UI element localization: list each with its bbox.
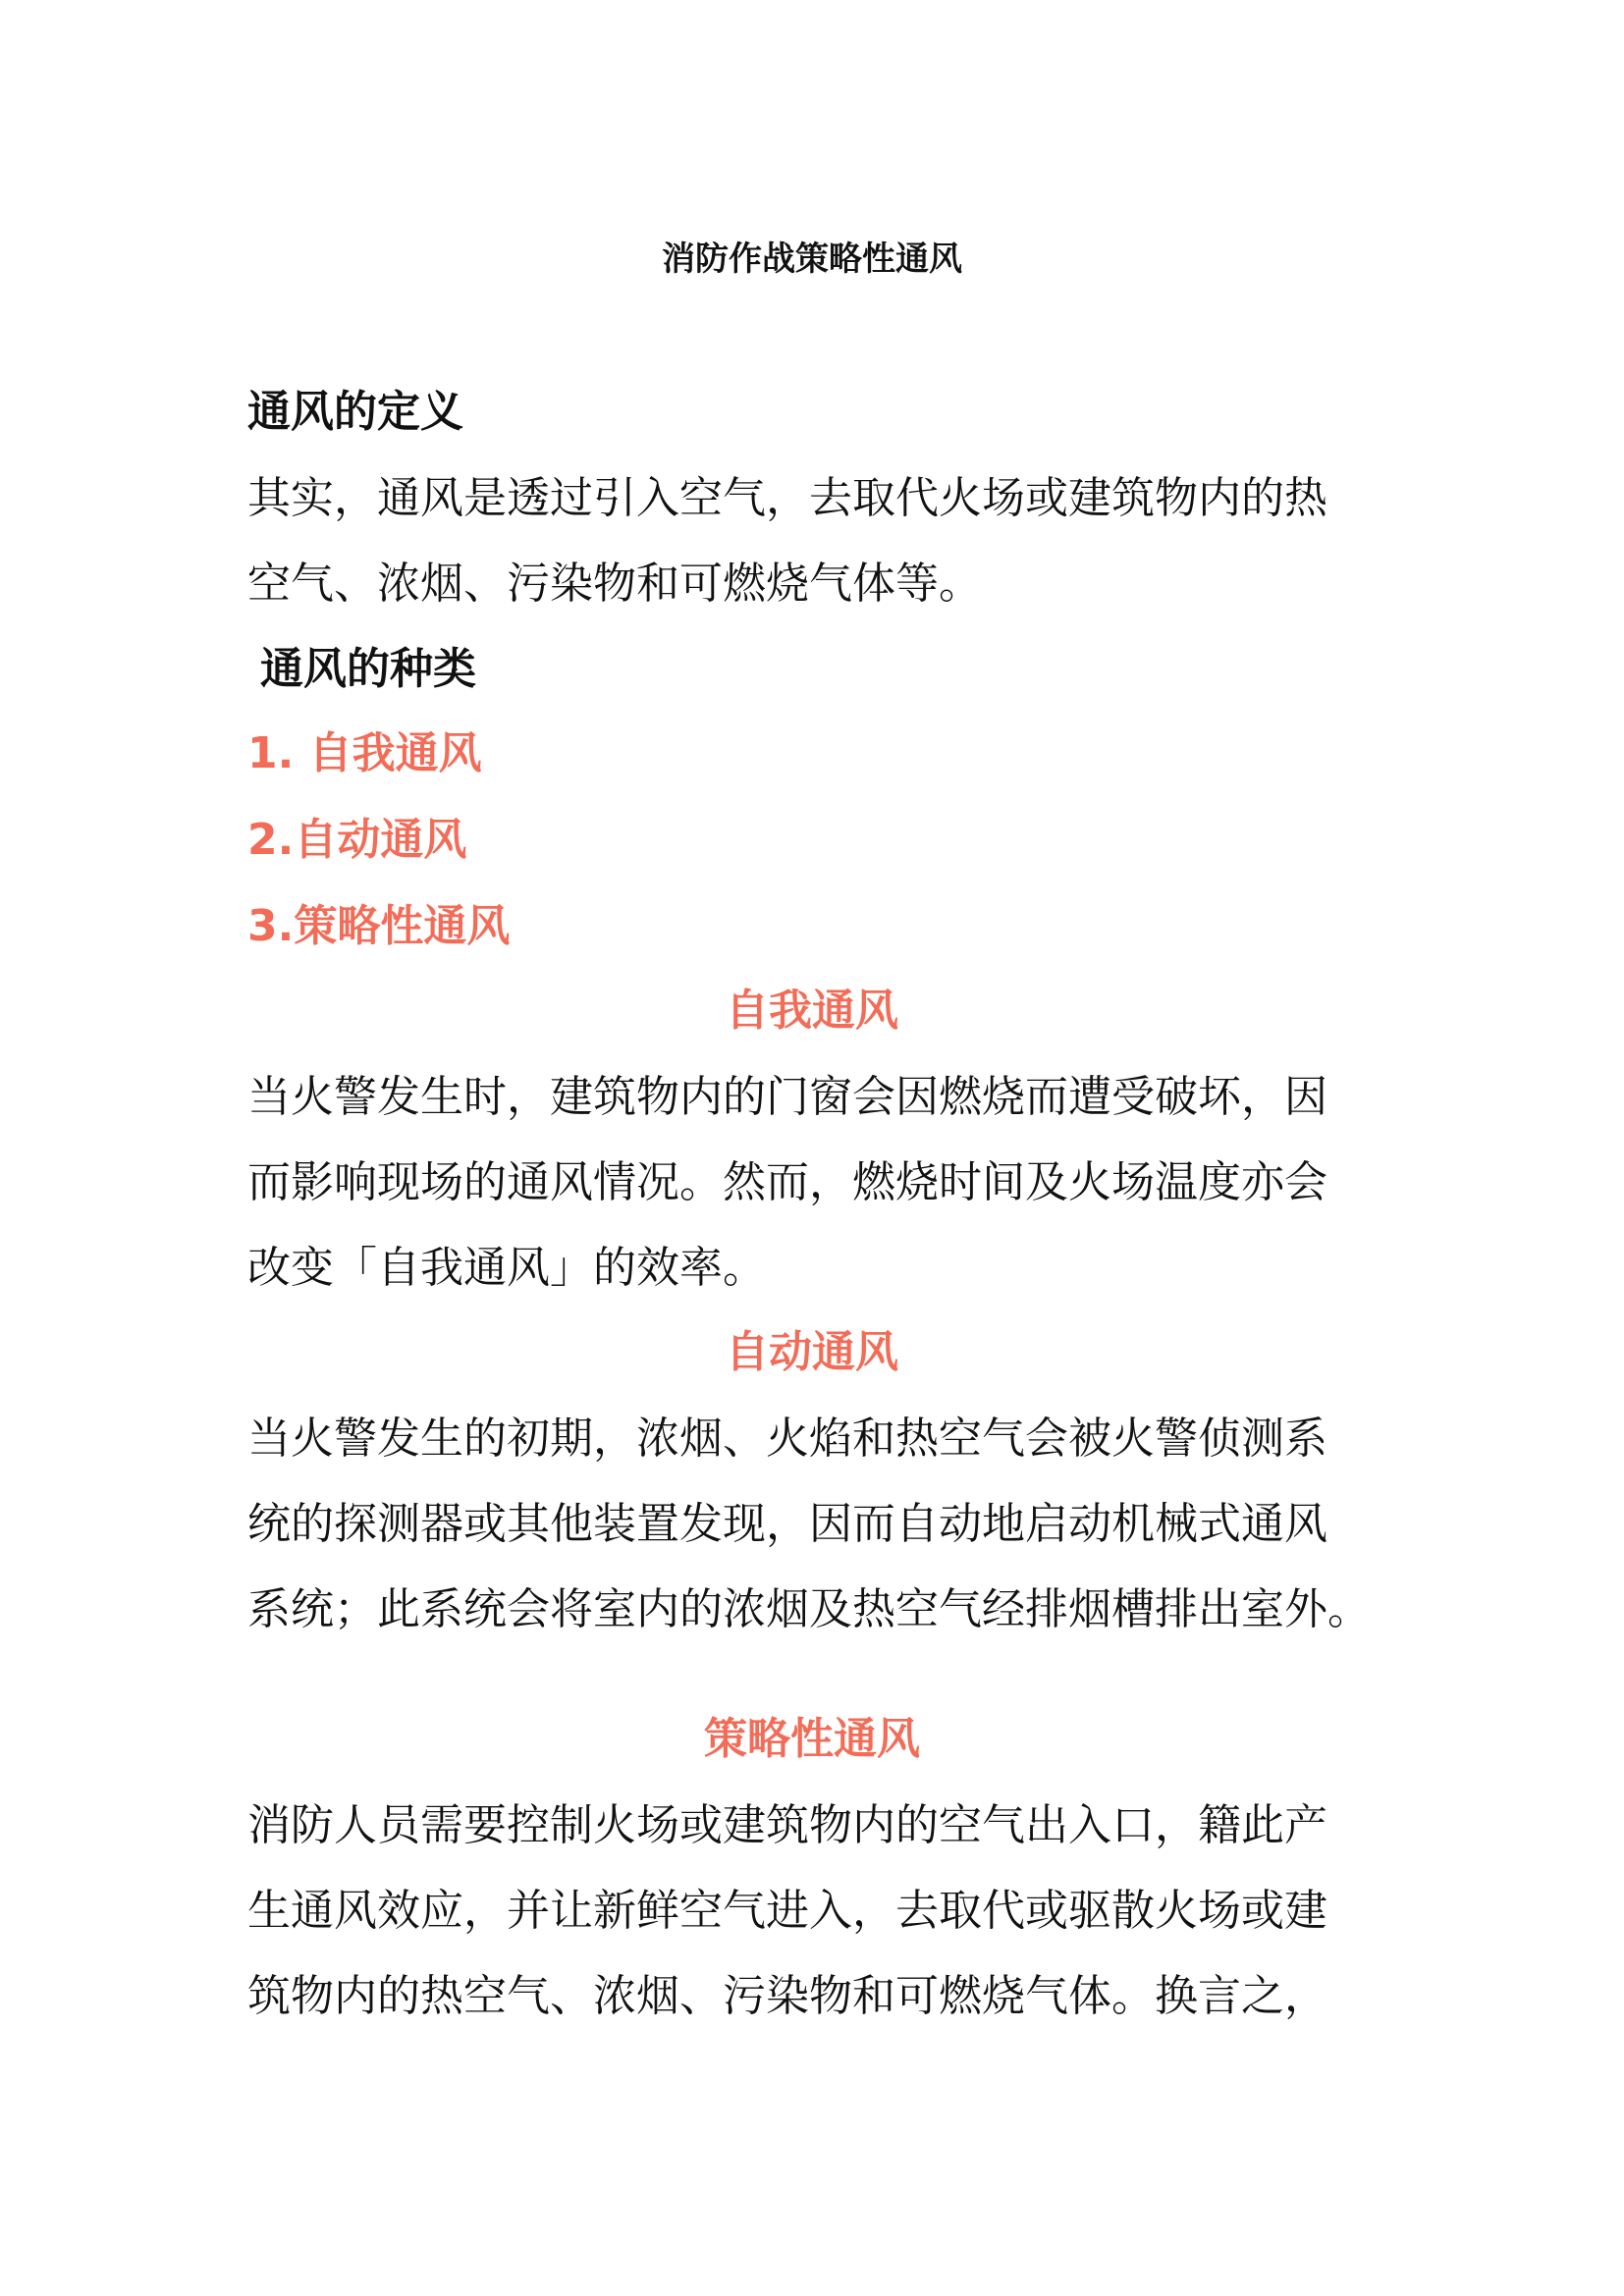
paragraph-line: 统的探测器或其他装置发现，因而自动地启动机械式通风: [247, 1499, 1327, 1549]
list-item: 2.自动通风: [247, 815, 467, 865]
self-ventilation-heading: 自我通风: [726, 986, 898, 1036]
strategic-ventilation-paragraph: [247, 1783, 1357, 2039]
paragraph-line: 筑物内的热空气、浓烟、污染物和可燃烧气体。换言之，: [247, 1971, 1327, 2021]
auto-ventilation-paragraph: [247, 1396, 1371, 1652]
self-ventilation-paragraph: [247, 1054, 1357, 1310]
paragraph-line: 消防人员需要控制火场或建筑物内的空气出入口，籍此产: [247, 1800, 1327, 1850]
paragraph-line: 当火警发生时，建筑物内的门窗会因燃烧而遭受破坏，因: [247, 1072, 1327, 1122]
paragraph-line: 而影响现场的通风情况。然而，燃烧时间及火场温度亦会: [247, 1157, 1327, 1207]
paragraph-line: 生通风效应，并让新鲜空气进入，去取代或驱散火场或建: [247, 1886, 1327, 1936]
auto-ventilation-heading: 自动通风: [726, 1327, 898, 1377]
types-section: [260, 640, 1370, 699]
definition-paragraph: [247, 455, 1357, 626]
paragraph-line: 系统；此系统会将室内的浓烟及热空气经排烟槽排出室外。: [247, 1584, 1371, 1634]
strategic-ventilation-heading: 策略性通风: [704, 1714, 920, 1764]
definition-heading: 通风的定义: [247, 387, 463, 437]
paragraph-line: 当火警发生的初期，浓烟、火焰和热空气会被火警侦测系: [247, 1414, 1327, 1464]
paragraph-line: 空气、浓烟、污染物和可燃烧气体等。: [247, 559, 982, 609]
list-item: 1. 自我通风: [247, 728, 482, 778]
paragraph-line: 其实，通风是透过引入空气，去取代火场或建筑物内的热: [247, 473, 1327, 523]
types-list: [247, 724, 1357, 956]
types-heading: 通风的种类: [260, 644, 476, 694]
paragraph-line: 改变「自我通风」的效率。: [247, 1243, 766, 1293]
list-item: 3.策略性通风: [247, 901, 511, 951]
document-title: 消防作战策略性通风: [662, 240, 962, 279]
definition-section: [247, 383, 1357, 442]
